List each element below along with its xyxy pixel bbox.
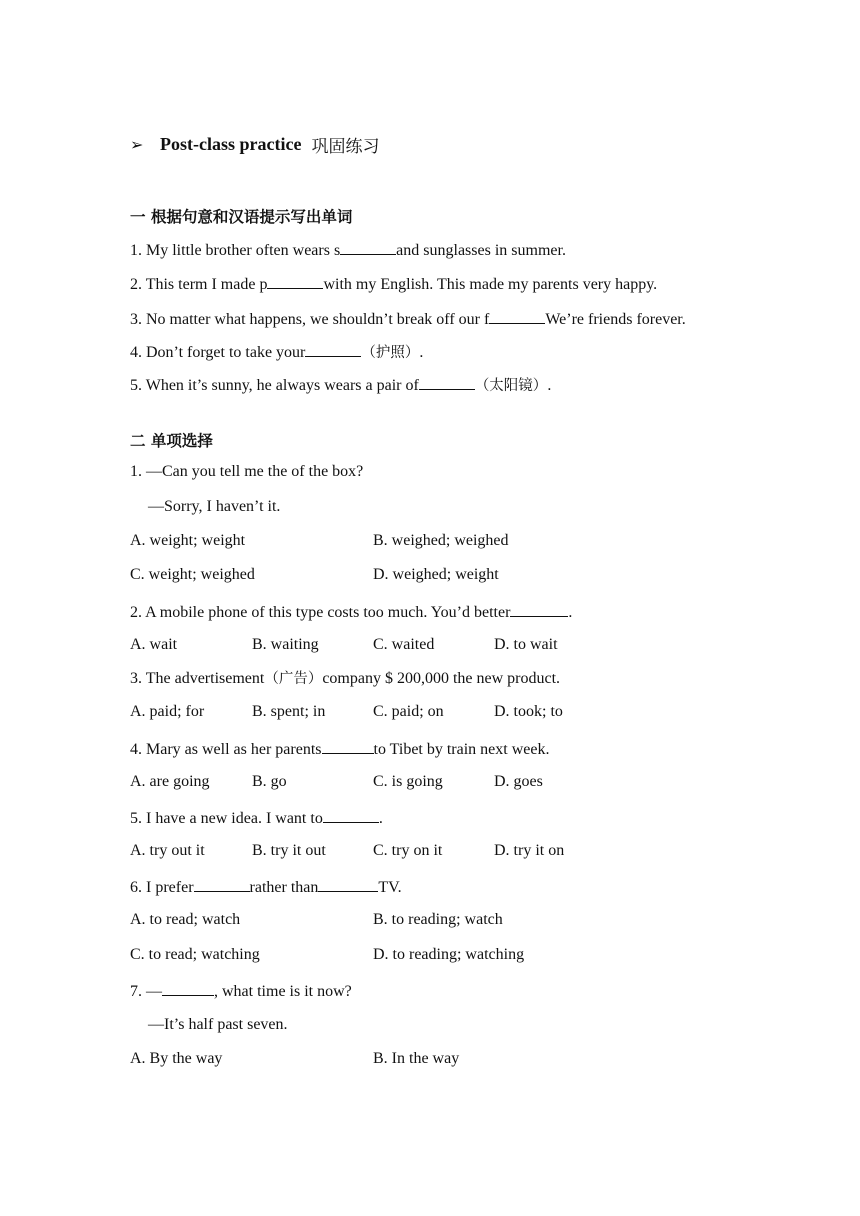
answer-blank	[267, 273, 323, 289]
fill-item-3: 3. No matter what happens, we shouldn’t break off our f We’re friends forever.	[130, 308, 686, 330]
answer-blank	[340, 239, 396, 255]
question-5-stem: 5. I have a new idea. I want to .	[130, 807, 383, 829]
answer-blank	[489, 308, 545, 324]
title-english: Post-class practice	[160, 134, 302, 154]
option-3a: A. paid; for	[130, 703, 205, 720]
option-2b: B. waiting	[252, 636, 319, 653]
arrow-bullet-icon: ➢	[130, 135, 144, 154]
option-2a: A. wait	[130, 636, 178, 653]
option-2d: D. to wait	[494, 636, 558, 653]
answer-blank	[510, 601, 568, 617]
answer-blank	[305, 341, 361, 357]
option-5c: C. try on it	[373, 842, 443, 859]
question-6-stem: 6. I prefer rather than TV.	[130, 876, 402, 898]
title-chinese: 巩固练习	[311, 137, 380, 157]
question-4-stem: 4. Mary as well as her parents to Tibet by train next week.	[130, 738, 549, 760]
option-3b: B. spent; in	[252, 703, 326, 720]
option-1a: A. weight; weight	[130, 532, 246, 549]
option-6b: B. to reading; watch	[373, 911, 503, 928]
option-7a: A. By the way	[130, 1050, 223, 1067]
question-1-reply: —Sorry, I haven’t it.	[148, 498, 281, 515]
option-3c: C. paid; on	[373, 703, 444, 720]
option-2c: C. waited	[373, 636, 435, 653]
option-6c: C. to read; watching	[130, 946, 260, 963]
option-5a: A. try out it	[130, 842, 205, 859]
question-7-stem: 7. — , what time is it now?	[130, 980, 352, 1002]
section1-heading: 一 根据句意和汉语提示写出单词	[130, 208, 353, 226]
option-1b: B. weighed; weighed	[373, 532, 509, 549]
option-1c: C. weight; weighed	[130, 566, 255, 583]
answer-blank	[318, 876, 378, 892]
question-1-stem: 1. —Can you tell me the of the box?	[130, 463, 364, 480]
option-6d: D. to reading; watching	[373, 946, 525, 963]
option-6a: A. to read; watch	[130, 911, 241, 928]
fill-item-1: 1. My little brother often wears s and sunglasses in summer.	[130, 239, 566, 261]
fill-item-2: 2. This term I made p with my English. This made my parents very happy.	[130, 273, 657, 295]
answer-blank	[162, 980, 214, 996]
option-4c: C. is going	[373, 773, 443, 790]
option-3d: D. took; to	[494, 703, 563, 720]
option-4d: D. goes	[494, 773, 543, 790]
option-5b: B. try it out	[252, 842, 326, 859]
option-4a: A. are going	[130, 773, 210, 790]
question-2-stem: 2. A mobile phone of this type costs too much. You’d better .	[130, 601, 572, 623]
section2-heading: 二 单项选择	[130, 432, 213, 450]
question-7-reply: —It’s half past seven.	[148, 1016, 288, 1033]
answer-blank	[194, 876, 250, 892]
question-3-stem: 3. The advertisement（广告）company $ 200,000 the new product.	[130, 670, 561, 687]
option-5d: D. try it on	[494, 842, 565, 859]
fill-item-5: 5. When it’s sunny, he always wears a pair of （太阳镜）.	[130, 374, 551, 396]
answer-blank	[323, 807, 379, 823]
option-1d: D. weighed; weight	[373, 566, 499, 583]
answer-blank	[322, 738, 374, 754]
option-4b: B. go	[252, 773, 287, 790]
answer-blank	[419, 374, 475, 390]
option-7b: B. In the way	[373, 1050, 460, 1067]
fill-item-4: 4. Don’t forget to take your （护照）.	[130, 341, 423, 363]
section-title	[130, 132, 379, 157]
